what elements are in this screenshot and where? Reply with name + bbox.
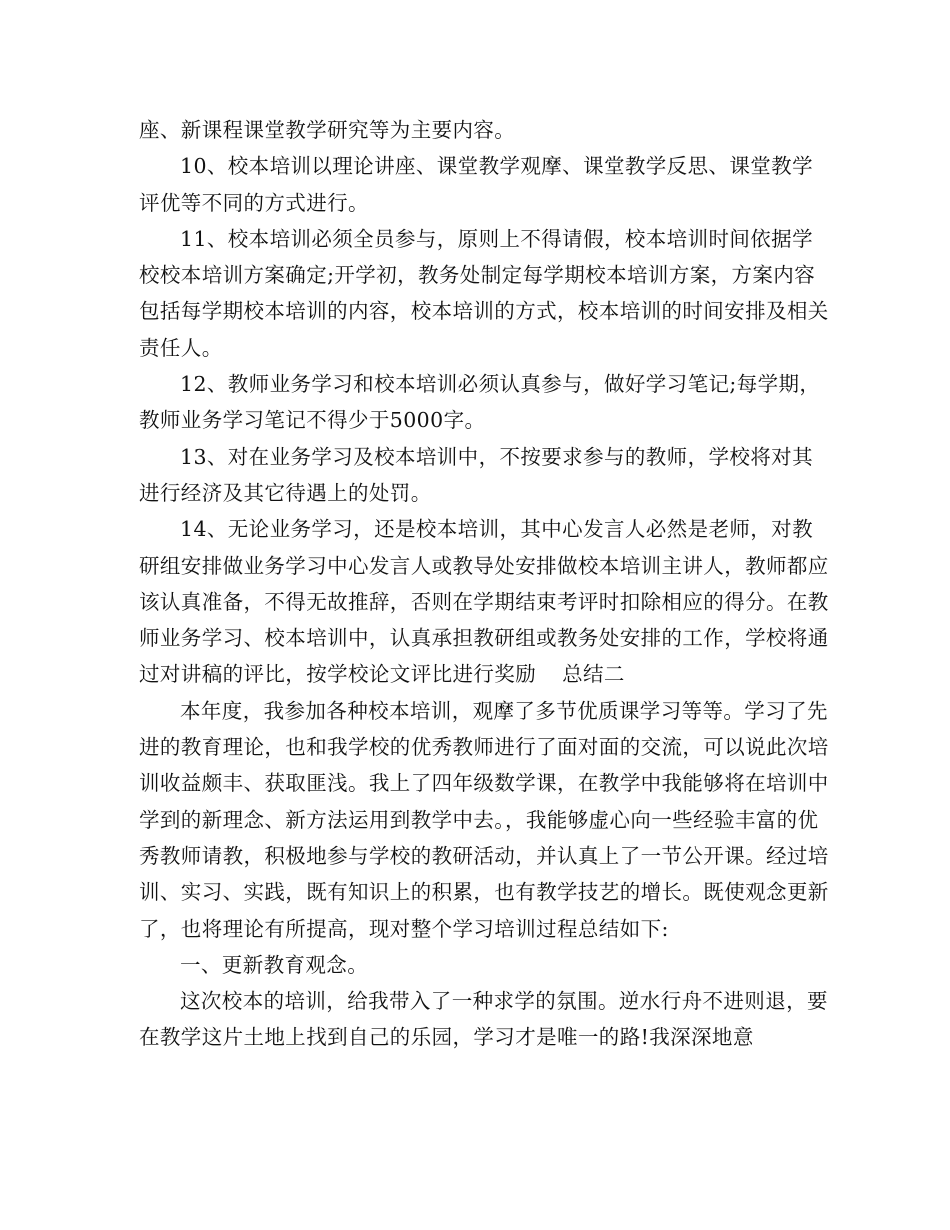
- section-heading: 总结二: [562, 662, 625, 687]
- paragraph: [139, 511, 829, 692]
- paragraph: 11、校本培训必须全员参与，原则上不得请假，校本培训时间依据学校校本培训方案确定;开学初，教务处制定每学期校本培训方案，方案内容包括每学期校本培训的内容，校本培训的方式，校本培训的时间安排及相关责任人。: [139, 226, 829, 360]
- paragraph: 13、对在业务学习及校本培训中，不按要求参与的教师，学校将对其进行经济及其它待遇上的处罚。: [139, 444, 813, 505]
- paragraph: 10、校本培训以理论讲座、课堂教学观摩、课堂教学反思、课堂教学评优等不同的方式进行。: [139, 154, 813, 215]
- document-body: [139, 112, 829, 1056]
- paragraph: 这次校本的培训，给我带入了一种求学的氛围。逆水行舟不进则退，要在教学这片土地上找到自己的乐园，学习才是唯一的路!我深深地意: [139, 989, 828, 1050]
- paragraph-text: 14、无论业务学习，还是校本培训，其中心发言人必然是老师，对教研组安排做业务学习中心发言人或教导处安排做校本培训主讲人，教师都应该认真准备，不得无故推辞，否则在学期结束考评时扣除相应的得分。在教师业务学习、校本培训中，认真承担教研组或教务处安排的工作，学校将通过对讲稿的评比，按学校论文评比进行奖励: [139, 517, 829, 687]
- paragraph: 座、新课程课堂教学研究等为主要内容。: [139, 118, 516, 142]
- paragraph: 本年度，我参加各种校本培训，观摩了多节优质课学习等等。学习了先进的教育理论，也和我学校的优秀教师进行了面对面的交流，可以说此次培训收益颇丰、获取匪浅。我上了四年级数学课，在教学中我能够将在培训中学到的新理念、新方法运用到教学中去。，我能够虚心向一些经验丰富的优秀教师请教，积极地参与学校的教研活动，并认真上了一节公开课。经过培训、实习、实践，既有知识上的积累，也有教学技艺的增长。既使观念更新了，也将理论有所提高，现对整个学习培训过程总结如下:: [139, 698, 829, 941]
- paragraph: 一、更新教育观念。: [180, 952, 369, 977]
- paragraph: 12、教师业务学习和校本培训必须认真参与，做好学习笔记;每学期，教师业务学习笔记不得少于5000字。: [139, 372, 821, 433]
